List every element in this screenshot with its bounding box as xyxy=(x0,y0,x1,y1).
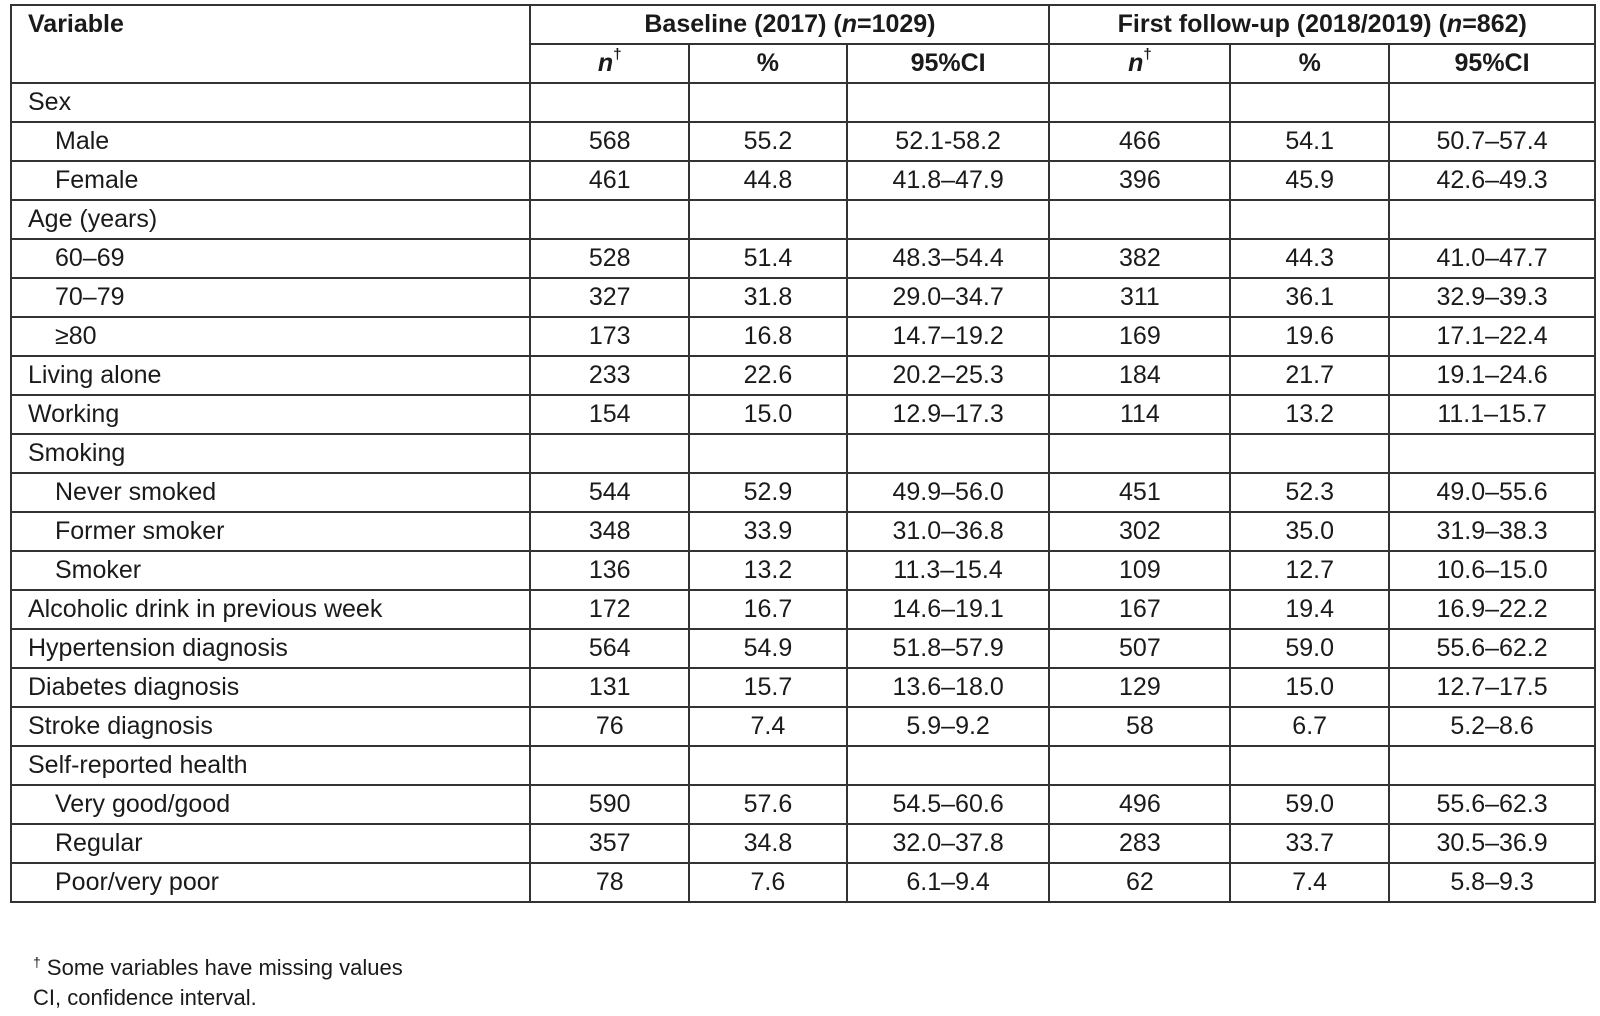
cell-ci-baseline: 12.9–17.3 xyxy=(847,395,1050,434)
cell-n-followup xyxy=(1049,746,1230,785)
cell-pct-baseline xyxy=(689,434,847,473)
table-row xyxy=(11,122,1595,161)
cell-n-baseline: 76 xyxy=(530,707,689,746)
cell-ci-followup xyxy=(1389,200,1595,239)
row-label: Smoking xyxy=(11,434,530,473)
cell-pct-followup: 21.7 xyxy=(1230,356,1389,395)
cell-ci-baseline: 51.8–57.9 xyxy=(847,629,1050,668)
cell-ci-followup: 5.8–9.3 xyxy=(1389,863,1595,902)
cell-ci-followup: 10.6–15.0 xyxy=(1389,551,1595,590)
cell-n-baseline: 173 xyxy=(530,317,689,356)
cell-pct-followup: 13.2 xyxy=(1230,395,1389,434)
cell-pct-followup: 45.9 xyxy=(1230,161,1389,200)
cell-pct-baseline: 16.7 xyxy=(689,590,847,629)
header-pct-followup: % xyxy=(1230,44,1389,83)
row-label: Diabetes diagnosis xyxy=(11,668,530,707)
table-row xyxy=(11,785,1595,824)
cell-ci-baseline: 31.0–36.8 xyxy=(847,512,1050,551)
row-label: Smoker xyxy=(11,551,530,590)
cell-pct-followup: 59.0 xyxy=(1230,785,1389,824)
characteristics-table xyxy=(10,4,1596,903)
cell-ci-baseline: 54.5–60.6 xyxy=(847,785,1050,824)
cell-pct-baseline: 51.4 xyxy=(689,239,847,278)
cell-pct-followup: 59.0 xyxy=(1230,629,1389,668)
row-label: Alcoholic drink in previous week xyxy=(11,590,530,629)
cell-pct-followup: 7.4 xyxy=(1230,863,1389,902)
cell-ci-baseline xyxy=(847,434,1050,473)
cell-pct-followup xyxy=(1230,83,1389,122)
cell-pct-baseline: 22.6 xyxy=(689,356,847,395)
cell-n-baseline: 544 xyxy=(530,473,689,512)
cell-n-followup: 382 xyxy=(1049,239,1230,278)
row-label: Hypertension diagnosis xyxy=(11,629,530,668)
table-row xyxy=(11,239,1595,278)
cell-n-followup: 396 xyxy=(1049,161,1230,200)
table-row xyxy=(11,863,1595,902)
row-label: 60–69 xyxy=(11,239,530,278)
header-followup: First follow-up (2018/2019) (n=862) xyxy=(1049,5,1595,44)
cell-n-followup xyxy=(1049,200,1230,239)
cell-pct-followup xyxy=(1230,200,1389,239)
cell-pct-baseline: 16.8 xyxy=(689,317,847,356)
cell-pct-followup: 36.1 xyxy=(1230,278,1389,317)
cell-ci-baseline: 5.9–9.2 xyxy=(847,707,1050,746)
row-label: Working xyxy=(11,395,530,434)
cell-n-followup xyxy=(1049,434,1230,473)
cell-pct-followup xyxy=(1230,434,1389,473)
cell-ci-followup: 50.7–57.4 xyxy=(1389,122,1595,161)
cell-n-followup: 311 xyxy=(1049,278,1230,317)
cell-n-followup: 109 xyxy=(1049,551,1230,590)
cell-pct-baseline xyxy=(689,200,847,239)
row-label: Stroke diagnosis xyxy=(11,707,530,746)
table-row xyxy=(11,317,1595,356)
cell-pct-followup: 52.3 xyxy=(1230,473,1389,512)
cell-n-followup: 451 xyxy=(1049,473,1230,512)
cell-ci-followup: 11.1–15.7 xyxy=(1389,395,1595,434)
cell-n-baseline: 136 xyxy=(530,551,689,590)
table-row xyxy=(11,551,1595,590)
cell-ci-followup: 49.0–55.6 xyxy=(1389,473,1595,512)
cell-pct-baseline: 15.0 xyxy=(689,395,847,434)
table-row xyxy=(11,434,1595,473)
cell-n-baseline xyxy=(530,434,689,473)
cell-n-followup: 58 xyxy=(1049,707,1230,746)
header-baseline: Baseline (2017) (n=1029) xyxy=(530,5,1049,44)
cell-n-followup: 167 xyxy=(1049,590,1230,629)
cell-n-baseline: 78 xyxy=(530,863,689,902)
row-label: Sex xyxy=(11,83,530,122)
cell-ci-baseline: 11.3–15.4 xyxy=(847,551,1050,590)
row-label: Male xyxy=(11,122,530,161)
cell-ci-baseline: 52.1-58.2 xyxy=(847,122,1050,161)
cell-pct-followup: 15.0 xyxy=(1230,668,1389,707)
row-label: Never smoked xyxy=(11,473,530,512)
cell-n-followup: 129 xyxy=(1049,668,1230,707)
cell-ci-followup: 32.9–39.3 xyxy=(1389,278,1595,317)
header-n-baseline: n† xyxy=(530,44,689,83)
cell-n-baseline: 528 xyxy=(530,239,689,278)
cell-ci-baseline: 6.1–9.4 xyxy=(847,863,1050,902)
cell-pct-baseline: 15.7 xyxy=(689,668,847,707)
cell-n-baseline: 154 xyxy=(530,395,689,434)
cell-n-baseline: 568 xyxy=(530,122,689,161)
cell-n-baseline: 131 xyxy=(530,668,689,707)
cell-pct-followup: 19.4 xyxy=(1230,590,1389,629)
cell-n-followup: 496 xyxy=(1049,785,1230,824)
table-row xyxy=(11,473,1595,512)
cell-n-followup: 466 xyxy=(1049,122,1230,161)
cell-n-baseline: 564 xyxy=(530,629,689,668)
cell-pct-baseline: 31.8 xyxy=(689,278,847,317)
table-row xyxy=(11,824,1595,863)
cell-ci-baseline: 48.3–54.4 xyxy=(847,239,1050,278)
cell-pct-baseline xyxy=(689,746,847,785)
row-label: Age (years) xyxy=(11,200,530,239)
row-label: Very good/good xyxy=(11,785,530,824)
cell-ci-followup: 31.9–38.3 xyxy=(1389,512,1595,551)
cell-ci-followup: 17.1–22.4 xyxy=(1389,317,1595,356)
cell-n-followup: 169 xyxy=(1049,317,1230,356)
header-n-followup: n† xyxy=(1049,44,1230,83)
cell-ci-followup: 55.6–62.2 xyxy=(1389,629,1595,668)
cell-n-baseline: 590 xyxy=(530,785,689,824)
cell-ci-followup: 55.6–62.3 xyxy=(1389,785,1595,824)
cell-ci-baseline: 32.0–37.8 xyxy=(847,824,1050,863)
cell-n-baseline xyxy=(530,83,689,122)
cell-ci-baseline: 13.6–18.0 xyxy=(847,668,1050,707)
row-label: Self-reported health xyxy=(11,746,530,785)
footnote-missing: † Some variables have missing values xyxy=(33,954,403,980)
cell-n-followup: 283 xyxy=(1049,824,1230,863)
cell-ci-baseline xyxy=(847,200,1050,239)
cell-pct-baseline: 54.9 xyxy=(689,629,847,668)
header-ci-baseline: 95%CI xyxy=(847,44,1050,83)
row-label: 70–79 xyxy=(11,278,530,317)
row-label: Regular xyxy=(11,824,530,863)
cell-pct-followup: 12.7 xyxy=(1230,551,1389,590)
cell-pct-baseline: 33.9 xyxy=(689,512,847,551)
table-row xyxy=(11,707,1595,746)
header-pct-baseline: % xyxy=(689,44,847,83)
table-row xyxy=(11,200,1595,239)
header-ci-followup: 95%CI xyxy=(1389,44,1595,83)
table-row xyxy=(11,395,1595,434)
cell-n-baseline xyxy=(530,746,689,785)
table-row xyxy=(11,83,1595,122)
cell-n-followup: 302 xyxy=(1049,512,1230,551)
cell-n-followup: 62 xyxy=(1049,863,1230,902)
footnote-ci: CI, confidence interval. xyxy=(33,985,257,1010)
cell-pct-baseline: 44.8 xyxy=(689,161,847,200)
cell-ci-followup: 19.1–24.6 xyxy=(1389,356,1595,395)
cell-ci-followup xyxy=(1389,434,1595,473)
row-label: Poor/very poor xyxy=(11,863,530,902)
cell-ci-followup xyxy=(1389,83,1595,122)
row-label: Former smoker xyxy=(11,512,530,551)
cell-n-followup: 184 xyxy=(1049,356,1230,395)
table-row xyxy=(11,590,1595,629)
cell-pct-followup: 44.3 xyxy=(1230,239,1389,278)
header-variable: Variable xyxy=(11,5,530,83)
cell-ci-baseline: 14.6–19.1 xyxy=(847,590,1050,629)
cell-ci-followup: 30.5–36.9 xyxy=(1389,824,1595,863)
cell-ci-followup: 5.2–8.6 xyxy=(1389,707,1595,746)
cell-pct-baseline: 13.2 xyxy=(689,551,847,590)
table-row xyxy=(11,668,1595,707)
cell-pct-followup: 33.7 xyxy=(1230,824,1389,863)
cell-ci-followup: 42.6–49.3 xyxy=(1389,161,1595,200)
table-row xyxy=(11,356,1595,395)
cell-ci-baseline: 49.9–56.0 xyxy=(847,473,1050,512)
cell-n-baseline xyxy=(530,200,689,239)
cell-n-baseline: 461 xyxy=(530,161,689,200)
table-row xyxy=(11,512,1595,551)
cell-pct-baseline: 57.6 xyxy=(689,785,847,824)
cell-ci-followup: 12.7–17.5 xyxy=(1389,668,1595,707)
cell-ci-baseline xyxy=(847,746,1050,785)
cell-ci-followup: 41.0–47.7 xyxy=(1389,239,1595,278)
row-label: Living alone xyxy=(11,356,530,395)
cell-n-followup: 114 xyxy=(1049,395,1230,434)
cell-pct-followup: 54.1 xyxy=(1230,122,1389,161)
cell-pct-baseline: 55.2 xyxy=(689,122,847,161)
header-row-groups xyxy=(11,5,1595,44)
cell-n-baseline: 357 xyxy=(530,824,689,863)
cell-n-followup: 507 xyxy=(1049,629,1230,668)
cell-n-baseline: 172 xyxy=(530,590,689,629)
cell-pct-baseline: 7.6 xyxy=(689,863,847,902)
table-row xyxy=(11,161,1595,200)
cell-ci-baseline xyxy=(847,83,1050,122)
cell-ci-baseline: 41.8–47.9 xyxy=(847,161,1050,200)
cell-ci-baseline: 29.0–34.7 xyxy=(847,278,1050,317)
cell-pct-followup: 19.6 xyxy=(1230,317,1389,356)
cell-pct-baseline: 52.9 xyxy=(689,473,847,512)
cell-n-followup xyxy=(1049,83,1230,122)
cell-ci-baseline: 20.2–25.3 xyxy=(847,356,1050,395)
cell-ci-followup: 16.9–22.2 xyxy=(1389,590,1595,629)
cell-n-baseline: 233 xyxy=(530,356,689,395)
table-row xyxy=(11,278,1595,317)
table-row xyxy=(11,629,1595,668)
table-row xyxy=(11,746,1595,785)
cell-pct-baseline: 7.4 xyxy=(689,707,847,746)
cell-pct-followup: 35.0 xyxy=(1230,512,1389,551)
cell-n-baseline: 348 xyxy=(530,512,689,551)
cell-ci-baseline: 14.7–19.2 xyxy=(847,317,1050,356)
row-label: ≥80 xyxy=(11,317,530,356)
cell-n-baseline: 327 xyxy=(530,278,689,317)
cell-pct-followup xyxy=(1230,746,1389,785)
cell-pct-followup: 6.7 xyxy=(1230,707,1389,746)
cell-pct-baseline xyxy=(689,83,847,122)
cell-ci-followup xyxy=(1389,746,1595,785)
row-label: Female xyxy=(11,161,530,200)
cell-pct-baseline: 34.8 xyxy=(689,824,847,863)
